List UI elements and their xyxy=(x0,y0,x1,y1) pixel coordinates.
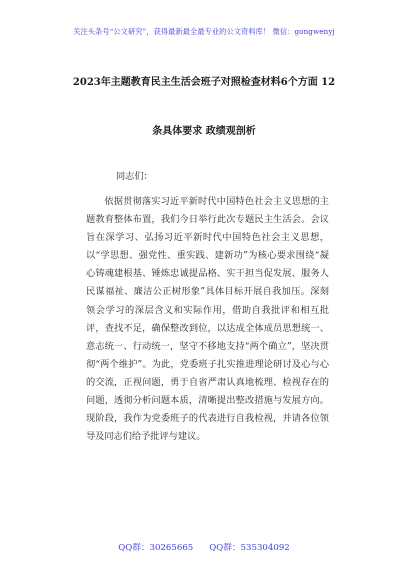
footer-qq-group-1: QQ群：30265665 xyxy=(118,543,194,553)
footer xyxy=(0,541,408,553)
body-paragraph: 依据贯彻落实习近平新时代中国特色社会主义思想的主题教育整体布置，我们今日举行此次专题民主生活会。会议旨在深学习、弘扬习近平新时代中国特色社会主义思想，以“学思想、强党性、重实践、建新功”为核心要求围绕“凝心铸魂建根基、锤炼忠诚提品格、实干担当促发展、服务人民谋福祉、廉洁公正树形象”具体目标开展自我加压。深刻领会学习的深层含义和实际作用，借助自我批评和相互批评，查找不足，确保整改到位，以达成全体成员思想统一、意志统一、行动统一，坚守不移地支持“两个确立”，坚决贯彻“两个维护”。为此，党委班子扎实推进理论研讨及心与心的交流，正视问题，勇于自省严肃认真地梳理、检视存在的问题，透彻分析问题本质，清晰提出整改措施与发展方向。现阶段，我作为党委班子的代表进行自我检视，并请各位领导及同志们给予批评与建议。 xyxy=(86,196,329,443)
header-banner: 关注头条号“公文研究”，获得最新最全最专业的公文资料库！ 微信：gongwenyj xyxy=(73,27,335,36)
greeting: 同志们： xyxy=(116,171,153,182)
footer-qq-group-2: QQ群：535304092 xyxy=(209,543,290,553)
title-line-2: 条具体要求 政绩观剖析 xyxy=(152,126,256,137)
title-line-1: 2023年主题教育民主生活会班子对照检查材料6个方面 12 xyxy=(72,77,336,88)
